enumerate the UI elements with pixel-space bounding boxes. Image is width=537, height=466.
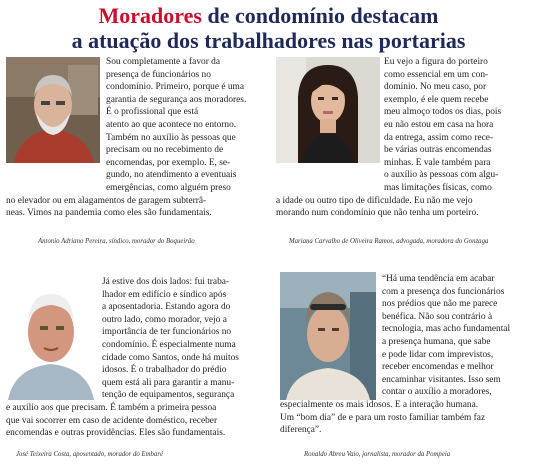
headline-line-1 <box>0 3 537 28</box>
text-line: neas. Vimos na pandemia como eles são fundamentais. <box>6 208 212 219</box>
text-line: exemplo, é ele quem recebe <box>384 94 489 105</box>
text-line: Já estive dos dois lados: fui traba- <box>102 277 230 287</box>
text-line: É o profissional que está <box>106 107 199 118</box>
headline-rest: de condomínio destacam <box>201 3 439 28</box>
text-line: a presença humana, que sabe <box>382 336 491 347</box>
text-line: meu almoço todos os dias, pois <box>384 107 502 118</box>
text-line: encaminhar visitantes. Isso sem <box>382 374 501 385</box>
text-line: tenção de equipamentos, segurança <box>102 390 235 401</box>
text-line: da entrega, assim como rece- <box>384 132 494 143</box>
text-line: “Há uma tendência em acabar <box>382 274 495 284</box>
text-line: com a presença dos funcionários <box>382 286 505 297</box>
caption-ronaldo: Ronaldo Abreu Vaio, jornalista, morador da Pompeia <box>304 451 451 458</box>
text-line: condomínio. Primeiro, porque é uma <box>106 82 244 93</box>
text-line: lhador em edifício e síndico após <box>102 289 227 300</box>
text-line: domínio. No meu caso, por <box>384 82 487 93</box>
testimonial-jose-text <box>6 276 270 440</box>
text-line: no elevador ou em alagamentos de garagem subterrâ- <box>6 195 207 206</box>
text-line: Também no auxílio às pessoas que <box>106 132 236 143</box>
text-line: a idade ou outro tipo de dificuldade. Eu não me vejo <box>276 195 473 206</box>
caption-jose: José Teixeira Costa, aposentado, morador do Embaré <box>16 451 164 458</box>
caption-mariana: Mariana Carvalho de Oliveira Ramos, advogada, moradora do Gonzaga <box>289 238 489 245</box>
headline <box>0 3 537 53</box>
text-line: tecnologia, mas acho fundamental <box>382 324 511 335</box>
text-line: cidade como Santos, onde há muitos <box>102 352 239 363</box>
text-line: o auxílio às pessoas com algu- <box>384 170 499 181</box>
text-line: mas limitações físicas, como <box>384 182 492 193</box>
testimonial-ronaldo-text <box>280 273 534 437</box>
text-line: quem está ali para garantir a manu- <box>102 377 235 388</box>
text-line: emergências, como alguém preso <box>106 182 231 193</box>
text-line: como essencial em um con- <box>384 69 489 80</box>
text-line: encomendas e outras providências. Eles são fundamentais. <box>6 428 226 439</box>
caption-antonio: Antonio Adriano Pereira, síndico, morador do Boqueirão <box>38 238 195 245</box>
text-line: condomínio. É especialmente numa <box>102 339 236 350</box>
text-line: a aposentadoria. Estando agora do <box>102 302 231 313</box>
text-line: que vai socorrer em caso de acidente doméstico, receber <box>6 415 218 426</box>
text-line: be várias outras encomendas <box>384 145 492 156</box>
text-line: presença de funcionários no <box>106 69 211 80</box>
text-line: atento ao que acontece no entorno. <box>106 119 237 130</box>
text-line: e pode lidar com imprevistos, <box>382 349 494 360</box>
text-line: gundo, no atendimento a eventuais <box>106 170 237 181</box>
testimonial-mariana-text <box>276 56 534 220</box>
text-line: eu não estou em casa na hora <box>384 119 494 130</box>
text-line: importância de ter funcionários no <box>102 327 232 338</box>
text-line: nos prédios que não me parece <box>382 299 498 310</box>
text-line: Um “bom dia” de e para um rosto familiar também faz <box>280 412 486 423</box>
text-line: e auxílio aos que precisam. É também a primeira pessoa <box>6 402 217 413</box>
text-line: especialmente os mais idosos. E a interação humana. <box>280 399 479 410</box>
text-line: garantia de segurança aos moradores. <box>106 94 247 105</box>
text-line: contar o auxílio a moradores, <box>382 387 492 398</box>
text-line: minhas. E vale também para <box>384 157 491 168</box>
text-line: Sou completamente a favor da <box>106 57 221 67</box>
text-line: receber encomendas e melhor <box>382 362 494 373</box>
text-line: Eu vejo a figura do porteiro <box>384 57 488 67</box>
text-line: idosos. É o trabalhador do prédio <box>102 365 227 376</box>
headline-line-2: a atuação dos trabalhadores nas portarias <box>71 28 466 53</box>
text-line: precisam ou no recebimento de <box>106 145 224 156</box>
text-line: encomendas, por exemplo. E, se- <box>106 157 231 168</box>
testimonial-antonio-text <box>6 56 270 220</box>
text-line: outro lado, como morador, vejo a <box>102 314 227 325</box>
headline-highlight: Moradores <box>98 3 202 28</box>
text-line: diferença”. <box>280 425 322 436</box>
text-line: morando num condomínio que não tenha um porteiro. <box>276 208 479 219</box>
text-line: benéfica. Não sou contrário à <box>382 311 493 322</box>
